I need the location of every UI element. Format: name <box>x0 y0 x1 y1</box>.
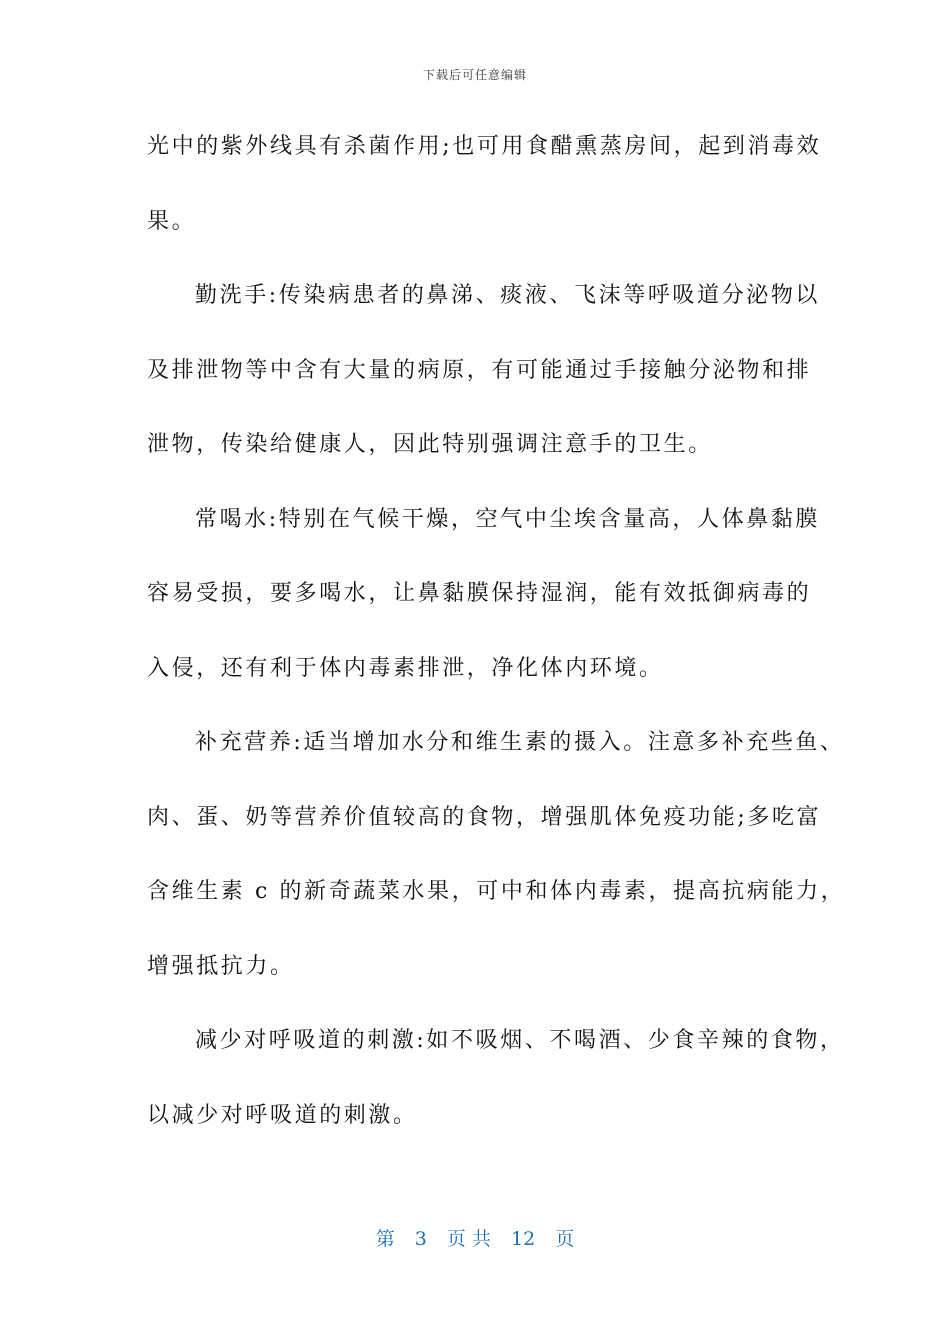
page-header: 下载后可任意编辑 <box>422 68 527 82</box>
footer-ye: 页 <box>555 1228 575 1250</box>
body-line: 容易受损，要多喝水，让鼻黏膜保持湿润，能有效抵御病毒的 <box>147 581 812 606</box>
paragraph-start-line: 常喝水:特别在气候干燥，空气中尘埃含量高，人体鼻黏膜 <box>195 506 821 532</box>
body-line: 入侵，还有利于体内毒素排泄，净化体内环境。 <box>147 655 664 681</box>
body-line: 及排泄物等中含有大量的病原，有可能通过手接触分泌物和排 <box>147 357 812 383</box>
body-line: 以减少对呼吸道的刺激。 <box>147 1102 418 1128</box>
body-line: 肉、蛋、奶等营养价值较高的食物，增强肌体免疫功能;多吃富 <box>147 804 822 830</box>
body-line: 含维生素 c 的新奇蔬菜水果，可中和体内毒素，提高抗病能力， <box>147 879 846 904</box>
footer-page-number: 3 <box>414 1228 427 1250</box>
body-line: 光中的紫外线具有杀菌作用;也可用食醋熏蒸房间，起到消毒效 <box>147 134 822 159</box>
document-body <box>147 120 846 1163</box>
page-footer <box>0 1224 950 1251</box>
paragraph-start-line: 减少对呼吸道的刺激:如不吸烟、不喝酒、少食辛辣的食物， <box>195 1028 845 1053</box>
footer-ye-gong: 页 共 <box>446 1228 491 1250</box>
footer-total-pages: 12 <box>511 1228 536 1250</box>
body-line: 果。 <box>147 208 197 234</box>
paragraph-start-line: 补充营养:适当增加水分和维生素的摄入。注意多补充些鱼、 <box>195 730 845 755</box>
footer-di: 第 <box>375 1228 395 1250</box>
paragraph-start-line: 勤洗手:传染病患者的鼻涕、痰液、飞沫等呼吸道分泌物以 <box>195 283 821 308</box>
body-line: 泄物，传染给健康人，因此特别强调注意手的卫生。 <box>147 432 713 457</box>
body-line: 增强抵抗力。 <box>147 953 295 979</box>
